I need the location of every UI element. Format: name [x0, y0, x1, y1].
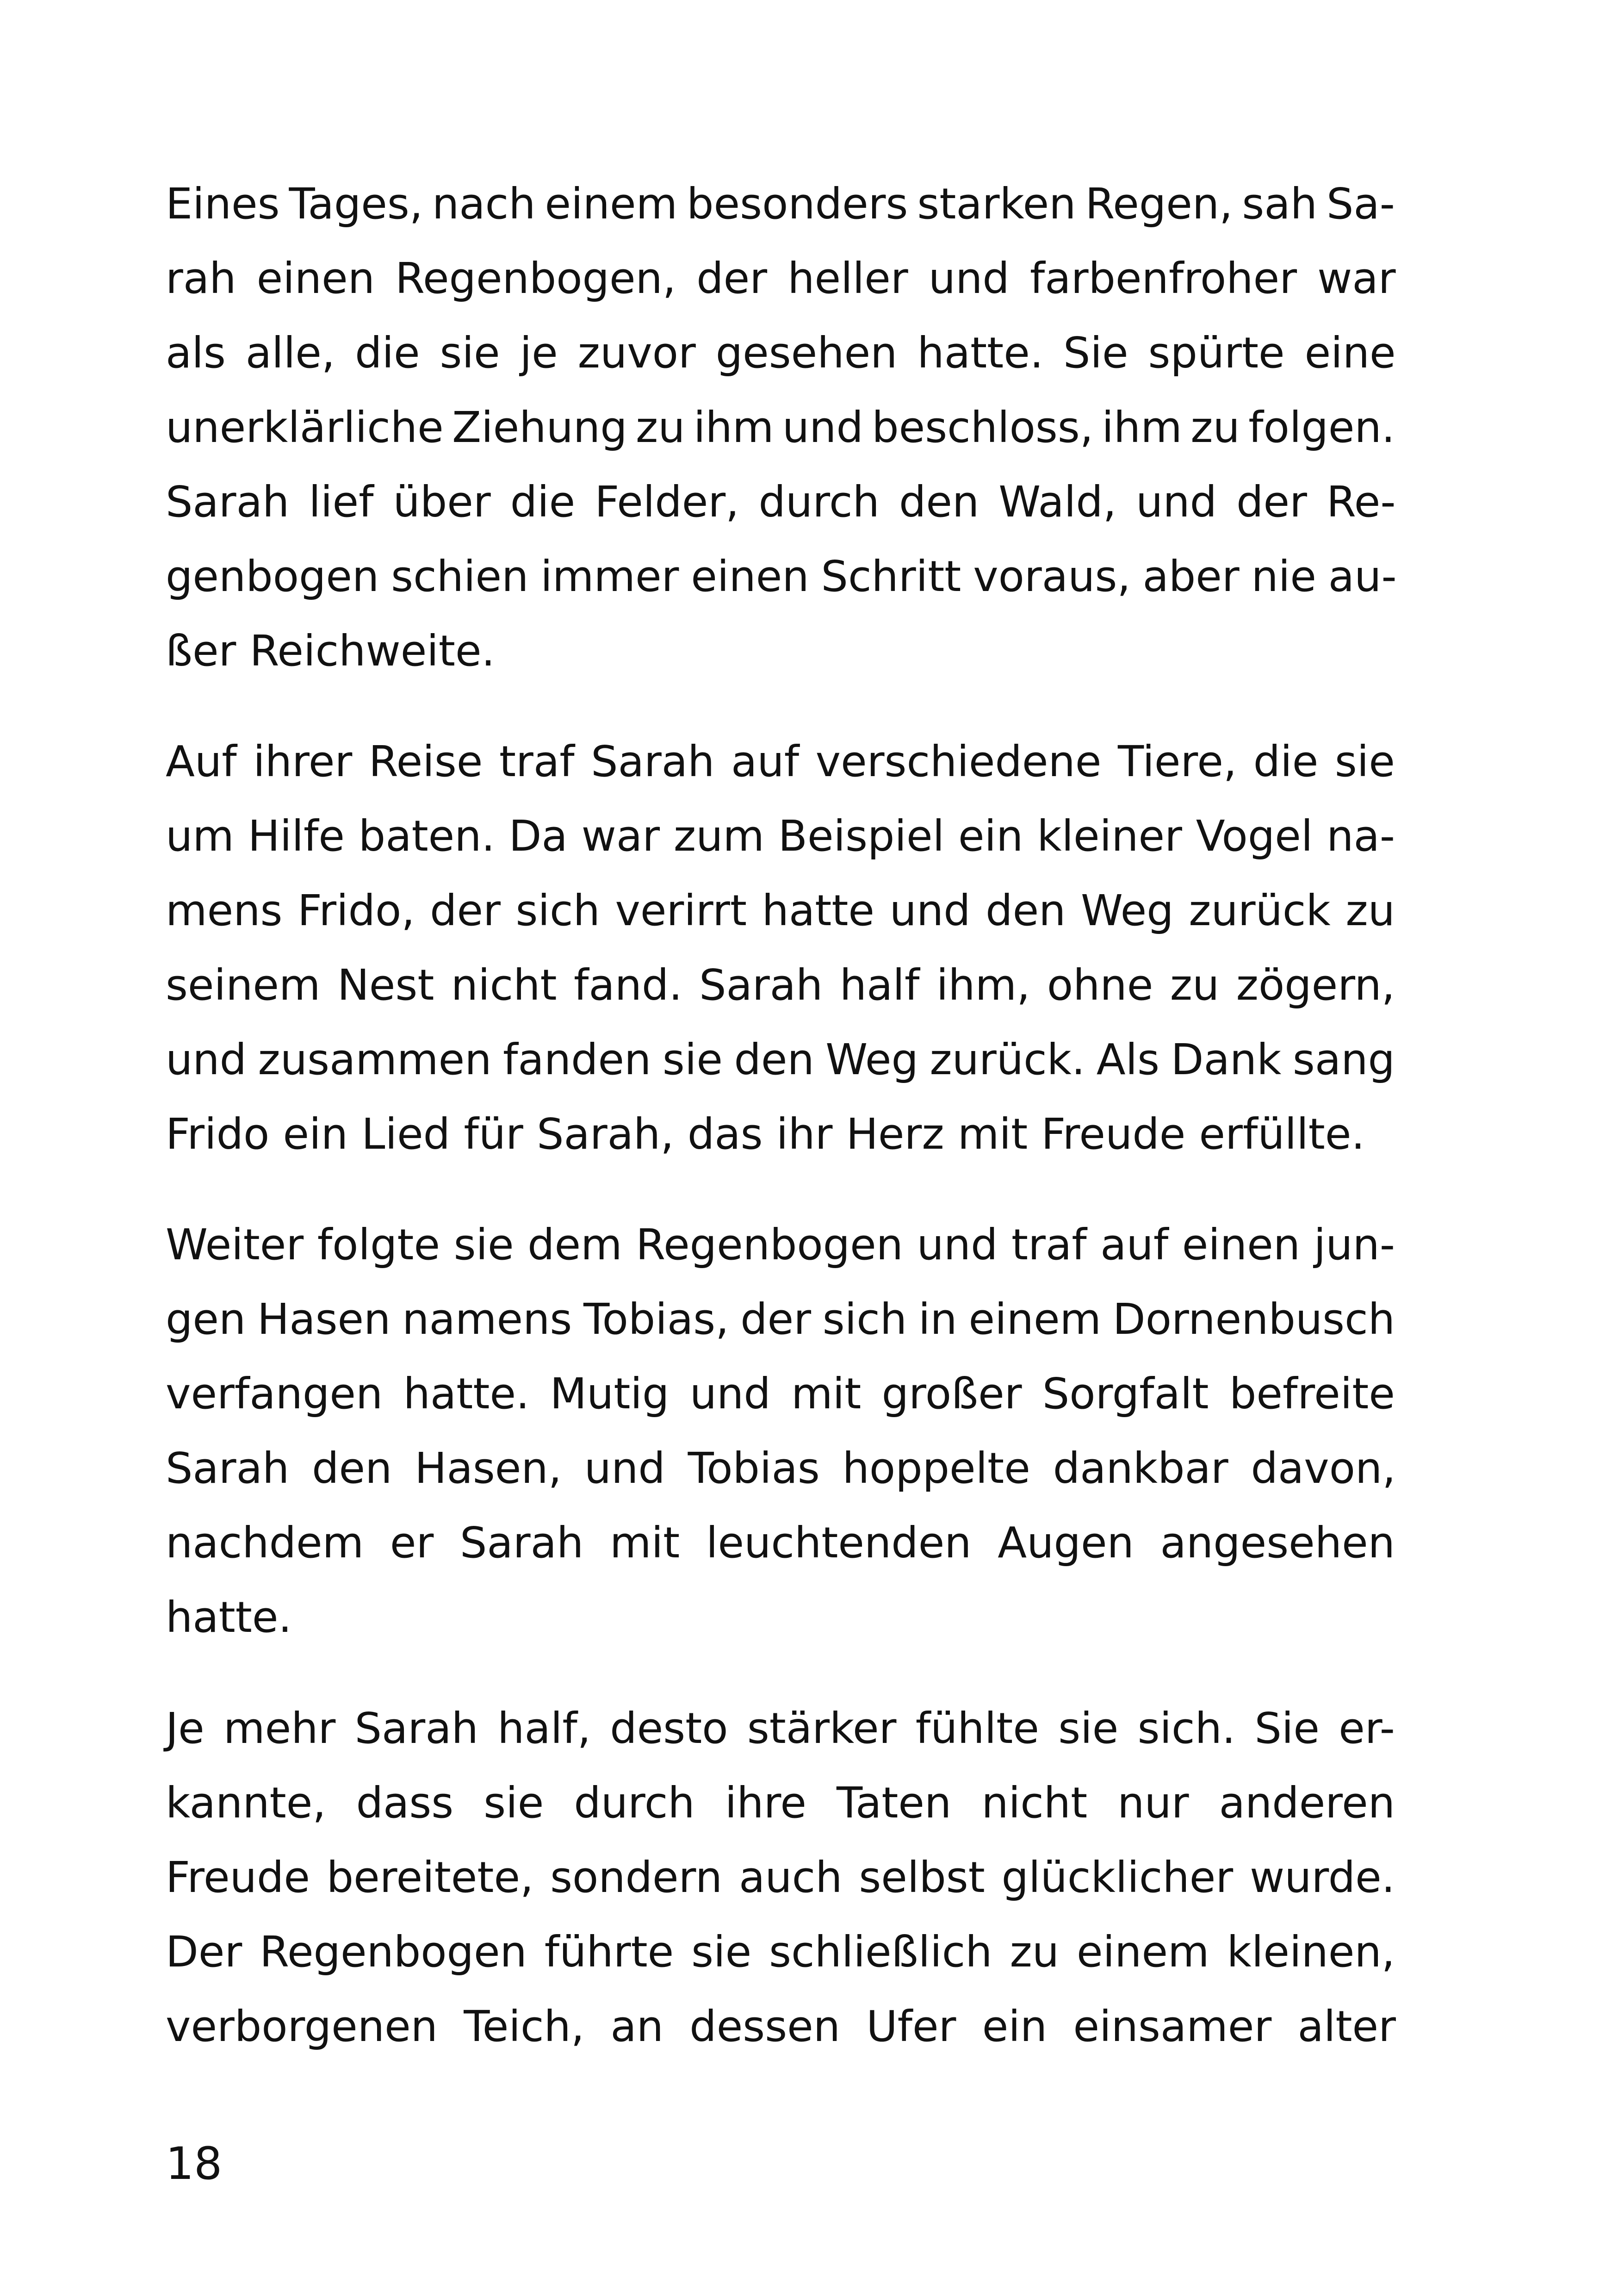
word: glücklicher — [1001, 1853, 1234, 1902]
word: die — [1253, 737, 1319, 786]
word: fand. — [573, 960, 682, 1010]
word: Dornenbusch — [1112, 1294, 1395, 1344]
word: rah — [166, 254, 236, 303]
word: au- — [1328, 552, 1397, 601]
word: ein — [958, 811, 1023, 861]
paragraph-line — [166, 539, 1395, 614]
word: Ziehung — [452, 403, 627, 452]
paragraph-line — [166, 948, 1395, 1022]
word: Freude — [166, 1853, 310, 1902]
word: Reise — [368, 737, 483, 786]
word: großer — [881, 1369, 1022, 1419]
paragraph-line — [166, 1022, 1395, 1097]
paragraph-line — [166, 873, 1395, 948]
word: schien — [391, 552, 529, 601]
word: Tobias, — [583, 1294, 729, 1344]
word: Sarah — [166, 1444, 290, 1493]
word: Frido, — [298, 886, 415, 935]
word: sie — [484, 1778, 544, 1828]
word: sie — [691, 1927, 752, 1977]
word: zurück. — [930, 1035, 1085, 1084]
word: sich. — [1137, 1704, 1236, 1753]
word: der — [430, 886, 501, 935]
word: Sarah — [591, 737, 715, 786]
word: an — [610, 2002, 664, 2051]
word: gesehen — [715, 328, 898, 378]
word: leuchtenden — [706, 1518, 972, 1568]
word: einem — [968, 1294, 1102, 1344]
word: baten. — [358, 811, 495, 861]
word: Ufer — [866, 2002, 956, 2051]
word: die — [355, 328, 420, 378]
word: der — [1236, 477, 1307, 527]
word: Als — [1096, 1035, 1160, 1084]
word: zu — [1190, 403, 1240, 452]
word: mit — [791, 1369, 862, 1419]
word: sang — [1292, 1035, 1395, 1084]
word: anderen — [1219, 1778, 1395, 1828]
paragraph-line: Frido ein Lied für Sarah, das ihr Herz mit Freude erfüllte. — [166, 1109, 1365, 1159]
word: seinem — [166, 960, 321, 1010]
word: zögern, — [1236, 960, 1395, 1010]
word: heller — [787, 254, 908, 303]
word: Weg — [1081, 886, 1174, 935]
word: ihm — [1102, 403, 1182, 452]
word: Hasen, — [415, 1444, 562, 1493]
word: zu — [635, 403, 685, 452]
word: dankbar — [1053, 1444, 1228, 1493]
paragraph-line — [166, 241, 1395, 316]
word: einen — [256, 254, 375, 303]
paragraph-line — [166, 799, 1395, 873]
word: Schritt — [821, 552, 961, 601]
word: nicht — [981, 1778, 1088, 1828]
word: Sarah — [460, 1518, 584, 1568]
word: sie — [453, 1220, 514, 1269]
word: zuvor — [577, 328, 696, 378]
word: nur — [1117, 1778, 1189, 1828]
word: Da — [508, 811, 568, 861]
word: und — [917, 1220, 998, 1269]
word: um — [166, 811, 234, 861]
word: aber — [1142, 552, 1240, 601]
word: bereitete, — [326, 1853, 534, 1902]
word: und — [584, 1444, 665, 1493]
word: nicht — [451, 960, 557, 1010]
word: alter — [1297, 2002, 1396, 2051]
page-number: 18 — [166, 2138, 223, 2190]
word: sie — [662, 1035, 723, 1084]
word: voraus, — [973, 552, 1131, 601]
word: Regenbogen — [260, 1927, 527, 1977]
word: Tages, — [289, 179, 423, 229]
word: Vogel — [1196, 811, 1313, 861]
word: einsamer — [1073, 2002, 1272, 2051]
word: zu — [1170, 960, 1220, 1010]
word: ohne — [1047, 960, 1153, 1010]
word: zum — [673, 811, 765, 861]
word: folgen. — [1248, 403, 1395, 452]
paragraph-line: ßer Reichweite. — [166, 626, 495, 676]
word: und — [782, 403, 863, 452]
word: je — [520, 328, 558, 378]
word: Re- — [1326, 477, 1396, 527]
word: mehr — [223, 1704, 336, 1753]
word: Dank — [1171, 1035, 1282, 1084]
word: Felder, — [595, 477, 739, 527]
word: Weiter — [166, 1220, 304, 1269]
word: sie — [440, 328, 500, 378]
word: kleiner — [1037, 811, 1182, 861]
paragraph-line — [166, 1915, 1395, 1989]
word: mens — [166, 886, 283, 935]
word: fühlte — [915, 1704, 1039, 1753]
word: Der — [166, 1927, 242, 1977]
word: Hilfe — [248, 811, 345, 861]
word: sich — [822, 1294, 907, 1344]
word: zu — [1345, 886, 1395, 935]
word: zurück — [1189, 886, 1331, 935]
word: Wald, — [998, 477, 1116, 527]
word: ihm, — [936, 960, 1030, 1010]
word: Nest — [337, 960, 434, 1010]
word: sondern — [550, 1853, 723, 1902]
word: und — [928, 254, 1010, 303]
paragraph-line — [166, 465, 1395, 539]
word: verirrt — [615, 886, 747, 935]
word: Sa- — [1326, 179, 1395, 229]
word: davon, — [1251, 1444, 1396, 1493]
paragraph-line — [166, 724, 1395, 799]
paragraph-line — [166, 316, 1395, 390]
word: gen — [166, 1294, 246, 1344]
word: und — [889, 886, 971, 935]
word: selbst — [859, 1853, 985, 1902]
paragraph-line — [166, 1207, 1395, 1282]
word: sah — [1242, 179, 1318, 229]
word: mit — [610, 1518, 680, 1568]
word: nachdem — [166, 1518, 364, 1568]
word: Sarah — [166, 477, 290, 527]
word: und — [1136, 477, 1217, 527]
word: half — [839, 960, 920, 1010]
word: na- — [1327, 811, 1395, 861]
word: hatte. — [917, 328, 1044, 378]
word: Taten — [837, 1778, 952, 1828]
word: unerklärliche — [166, 403, 444, 452]
word: Mutig — [550, 1369, 670, 1419]
word: spürte — [1148, 328, 1285, 378]
word: lief — [309, 477, 374, 527]
paragraph-line — [166, 167, 1395, 241]
paragraph-3 — [166, 1207, 1395, 1655]
word: die — [510, 477, 576, 527]
word: Augen — [998, 1518, 1134, 1568]
word: über — [393, 477, 491, 527]
word: den — [312, 1444, 392, 1493]
word: Sie — [1063, 328, 1128, 378]
word: hatte. — [403, 1369, 530, 1419]
word: auch — [738, 1853, 843, 1902]
paragraph-line — [166, 1691, 1395, 1766]
paragraph-4 — [166, 1691, 1395, 2064]
word: Eines — [166, 179, 280, 229]
word: als — [166, 328, 226, 378]
word: der — [696, 254, 768, 303]
paragraph-1 — [166, 167, 1395, 688]
word: verschiedene — [815, 737, 1102, 786]
word: zu — [1010, 1927, 1060, 1977]
word: angesehen — [1160, 1518, 1395, 1568]
word: einen — [691, 552, 809, 601]
word: den — [899, 477, 979, 527]
word: schließlich — [769, 1927, 992, 1977]
word: er — [390, 1518, 434, 1568]
word: ihrer — [253, 737, 353, 786]
word: Sarah — [699, 960, 823, 1010]
word: führte — [544, 1927, 674, 1977]
word: nach — [432, 179, 536, 229]
paragraph-line: hatte. — [166, 1593, 292, 1642]
word: jun- — [1314, 1220, 1395, 1269]
word: befreite — [1229, 1369, 1395, 1419]
word: Regen, — [1085, 179, 1233, 229]
word: verborgenen — [166, 2002, 438, 2051]
word: und — [689, 1369, 771, 1419]
word: Regenbogen — [636, 1220, 903, 1269]
word: er- — [1339, 1704, 1395, 1753]
word: Tiere, — [1118, 737, 1237, 786]
word: in — [918, 1294, 957, 1344]
paragraph-line — [166, 390, 1395, 465]
word: Auf — [166, 737, 237, 786]
paragraph-2 — [166, 724, 1395, 1171]
word: fanden — [503, 1035, 651, 1084]
word: Sorgfalt — [1042, 1369, 1209, 1419]
paragraph-line — [166, 1506, 1395, 1580]
word: stärker — [747, 1704, 897, 1753]
word: einem — [545, 179, 678, 229]
word: den — [734, 1035, 814, 1084]
word: Je — [166, 1704, 205, 1753]
paragraph-line — [166, 1431, 1395, 1506]
word: dessen — [689, 2002, 841, 2051]
word: traf — [499, 737, 575, 786]
word: farbenfroher — [1029, 254, 1297, 303]
word: starken — [917, 179, 1076, 229]
word: Hasen — [257, 1294, 391, 1344]
word: auf — [1100, 1220, 1169, 1269]
word: kannte, — [166, 1778, 326, 1828]
word: wurde. — [1249, 1853, 1395, 1902]
paragraph-line — [166, 1840, 1395, 1915]
paragraph-line — [166, 1282, 1395, 1356]
word: kleinen, — [1227, 1927, 1395, 1977]
word: eine — [1304, 328, 1396, 378]
word: den — [986, 886, 1066, 935]
word: immer — [540, 552, 679, 601]
paragraph-line — [166, 1766, 1395, 1840]
word: ein — [982, 2002, 1048, 2051]
word: namens — [402, 1294, 572, 1344]
word: hoppelte — [842, 1444, 1030, 1493]
word: ihre — [725, 1778, 806, 1828]
word: desto — [610, 1704, 728, 1753]
paragraph-line — [166, 1356, 1395, 1431]
word: Tobias — [688, 1444, 820, 1493]
word: hatte — [762, 886, 875, 935]
word: auf — [731, 737, 800, 786]
word: alle, — [245, 328, 335, 378]
word: verfangen — [166, 1369, 383, 1419]
word: zusammen — [258, 1035, 492, 1084]
word: einem — [1076, 1927, 1209, 1977]
word: einen — [1182, 1220, 1301, 1269]
word: durch — [574, 1778, 695, 1828]
word: war — [581, 811, 660, 861]
word: der — [740, 1294, 812, 1344]
word: Beispiel — [778, 811, 945, 861]
word: durch — [758, 477, 880, 527]
word: sich — [515, 886, 600, 935]
word: sie — [1058, 1704, 1119, 1753]
word: war — [1317, 254, 1396, 303]
word: Sarah — [354, 1704, 478, 1753]
word: ihm — [693, 403, 774, 452]
word: sie — [1334, 737, 1395, 786]
word: folgte — [317, 1220, 440, 1269]
word: dass — [356, 1778, 454, 1828]
word: dem — [527, 1220, 622, 1269]
word: besonders — [687, 179, 908, 229]
word: beschloss, — [872, 403, 1093, 452]
word: und — [166, 1035, 247, 1084]
word: traf — [1011, 1220, 1087, 1269]
word: Regenbogen, — [395, 254, 676, 303]
word: Teich, — [464, 2002, 585, 2051]
word: half, — [497, 1704, 591, 1753]
word: Sie — [1254, 1704, 1320, 1753]
paragraph-line — [166, 1989, 1395, 2064]
word: genbogen — [166, 552, 379, 601]
word: Weg — [825, 1035, 918, 1084]
word: nie — [1251, 552, 1316, 601]
